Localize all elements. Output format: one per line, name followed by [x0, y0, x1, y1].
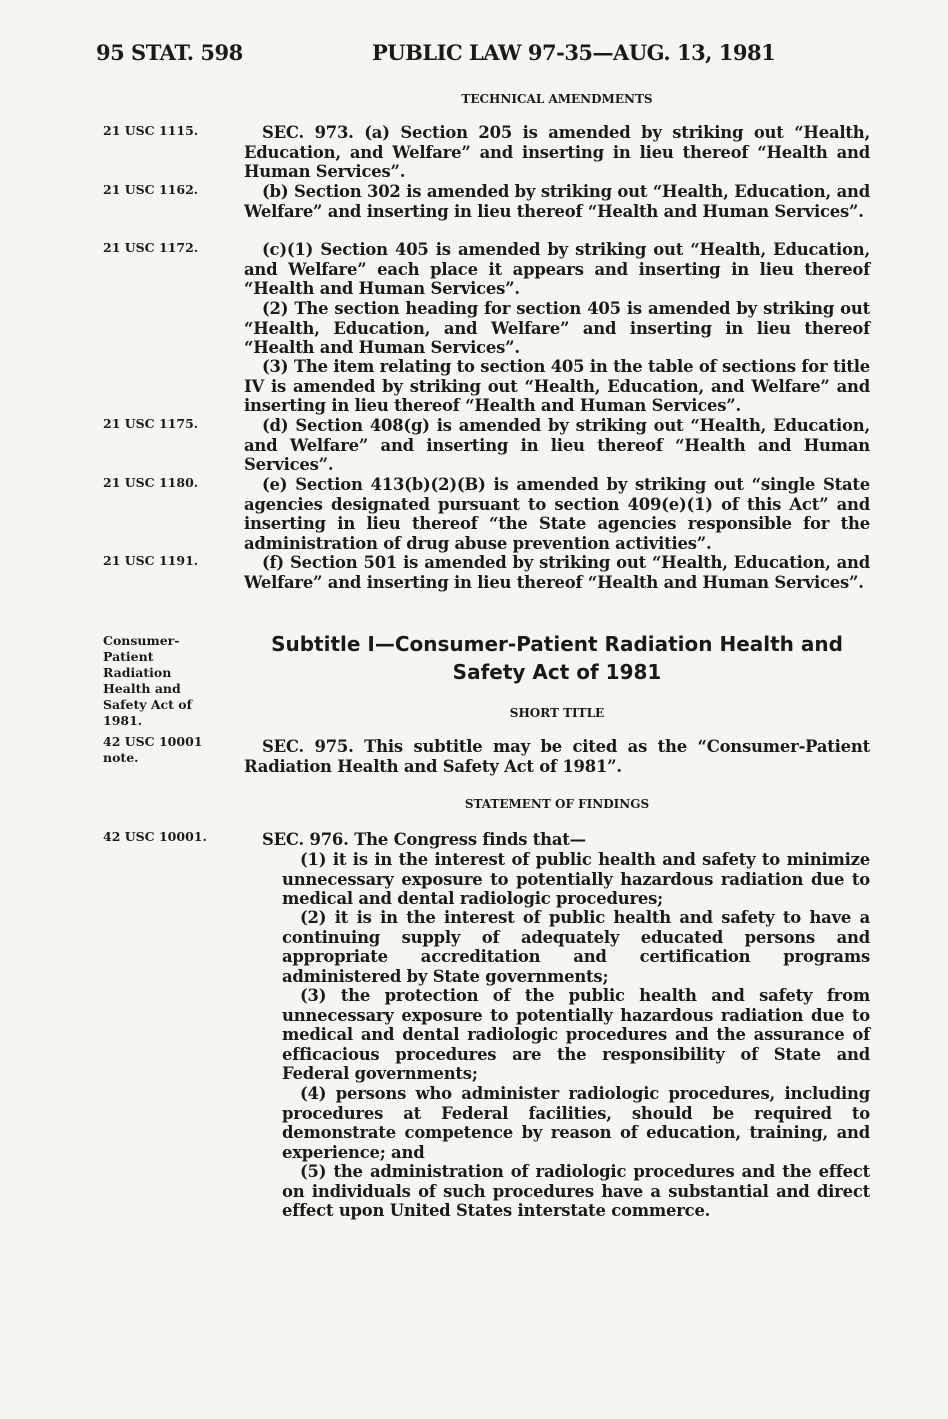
paragraph-sec973a: SEC. 973. (a) Section 205 is amended by striking out “Health, Education, and Welfare” and inserting in lieu thereof “Health and Human Services”. [244, 123, 870, 181]
finding-item: (5) the administration of radiologic procedures and the effect on individuals of such procedures have a substantial and direct effect upon United States interstate commerce. [282, 1162, 870, 1220]
margin-note-subtitle: Consumer- Patient Radiation Health and Safety Act of 1981. [103, 633, 192, 728]
finding-item: (2) it is in the interest of public health and safety to have a continuing supply of adequately educated persons and appropriate accreditation and certification programs administered by State governments; [282, 908, 870, 986]
finding-item: (1) it is in the interest of public health and safety to minimize unnecessary exposure to potentially hazardous radiation due to medical and dental radiologic procedures; [282, 850, 870, 908]
paragraph-sec973c3: (3) The item relating to section 405 in the table of sections for title IV is amended by striking out “Health, Education, and Welfare” and inserting in lieu thereof “Health and Human Services”. [244, 357, 870, 415]
subtitle-heading-line2: Safety Act of 1981 [452, 660, 662, 684]
margin-note: 21 USC 1180. [103, 475, 199, 490]
heading-statement-of-findings: STATEMENT OF FINDINGS [464, 797, 650, 811]
stat-page-reference: 95 STAT. 598 [96, 40, 243, 65]
margin-note: 21 USC 1162. [103, 182, 199, 197]
paragraph-sec973f: (f) Section 501 is amended by striking out “Health, Education, and Welfare” and inserting in lieu thereof “Health and Human Services”. [244, 553, 870, 592]
heading-short-title: SHORT TITLE [509, 706, 605, 720]
heading-technical-amendments: TECHNICAL AMENDMENTS [461, 92, 653, 106]
margin-note: 42 USC 10001 note. [103, 734, 203, 765]
paragraph-sec973c1: (c)(1) Section 405 is amended by striking out “Health, Education, and Welfare” each place it appears and inserting in lieu thereof “Health and Human Services”. [244, 240, 870, 298]
subtitle-heading-line1: Subtitle I—Consumer-Patient Radiation Health and [271, 632, 843, 656]
law-title: PUBLIC LAW 97-35—AUG. 13, 1981 [372, 40, 776, 65]
margin-note: 21 USC 1175. [103, 416, 199, 431]
margin-note: 21 USC 1172. [103, 240, 199, 255]
paragraph-sec975: SEC. 975. This subtitle may be cited as the “Consumer-Patient Radiation Health and Safety Act of 1981”. [244, 737, 870, 776]
margin-note: 21 USC 1191. [103, 553, 199, 568]
finding-item: (4) persons who administer radiologic procedures, including procedures at Federal facilities, should be required to demonstrate competence by reason of education, training, and experience; and [282, 1084, 870, 1162]
paragraph-sec976: SEC. 976. The Congress finds that— [262, 830, 586, 849]
paragraph-sec973b: (b) Section 302 is amended by striking out “Health, Education, and Welfare” and inserting in lieu thereof “Health and Human Services”. [244, 182, 870, 221]
paragraph-sec973e: (e) Section 413(b)(2)(B) is amended by striking out “single State agencies designated pursuant to section 409(e)(1) of this Act” and inserting in lieu thereof “the State agencies responsible for the administration of drug abuse prevention activities”. [244, 475, 870, 553]
paragraph-sec973c2: (2) The section heading for section 405 is amended by striking out “Health, Education, and Welfare” and inserting in lieu thereof “Health and Human Services”. [244, 299, 870, 357]
margin-note: 21 USC 1115. [103, 123, 199, 138]
margin-note: 42 USC 10001. [103, 829, 207, 844]
paragraph-sec973d: (d) Section 408(g) is amended by striking out “Health, Education, and Welfare” and inserting in lieu thereof “Health and Human Services”. [244, 416, 870, 474]
finding-item: (3) the protection of the public health and safety from unnecessary exposure to potentially hazardous radiation due to medical and dental radiologic procedures and the assurance of efficacious procedures are the responsibility of State and Federal governments; [282, 986, 870, 1083]
